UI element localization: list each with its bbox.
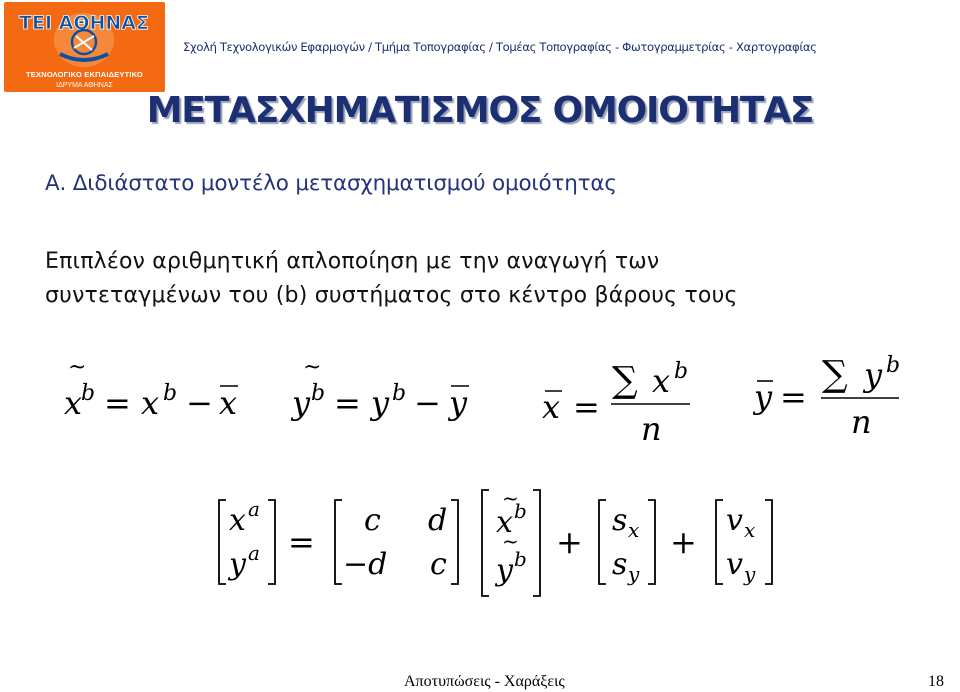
matrix-equation [219, 486, 772, 596]
trans-sub-x: x [744, 518, 756, 542]
logo-tei-text: TEI ΑΘΗΝΑΣ [19, 12, 149, 34]
equation-x-mean [542, 359, 690, 448]
left-bracket [482, 490, 489, 596]
lhs-x: x [229, 503, 246, 538]
eq3-equals: = [573, 388, 600, 426]
trans-v2: v [726, 547, 743, 582]
right-bracket [268, 500, 275, 584]
eq3-num-sup: b [674, 359, 689, 384]
eq4-num-sup: b [886, 353, 901, 378]
tilde-mark: ~ [502, 529, 519, 553]
plus-sign: + [670, 523, 697, 561]
eq4-denominator: n [851, 403, 872, 441]
eq1-minus: − [186, 384, 213, 422]
rot-c1: c [364, 503, 381, 538]
rot-d1: d [428, 503, 448, 538]
coord-y: y [496, 553, 513, 588]
right-bracket [648, 500, 655, 584]
eq4-lhs-var: y [754, 378, 773, 416]
coord-x-sup: b [514, 499, 527, 523]
eq2-lhs-sup: b [311, 381, 326, 406]
eq2-lhs-var: y [292, 384, 311, 422]
slide-subtitle: Α. Διδιάστατο μοντέλο μετασχηματισμού ομοιότητας [45, 171, 617, 196]
tilde-mark: ~ [303, 355, 322, 380]
equation-y-mean [752, 353, 900, 441]
eq1-rhs-sup: b [163, 381, 178, 406]
footer-label: Αποτυπώσεις - Χαράξεις [404, 673, 565, 690]
trans-v1: v [726, 503, 743, 538]
left-bracket [335, 500, 342, 584]
body-line-1: Επιπλέον αριθμητική απλοποίηση με την αναγωγή των [45, 249, 660, 274]
eq2-rhs-sup: b [392, 381, 407, 406]
body-line-2: συντεταγμένων του (b) συστήματος στο κέντρο βάρους τους [45, 283, 738, 308]
matrix-equals: = [288, 523, 315, 561]
eq2-equals: = [334, 384, 361, 422]
scale-sub-x: x [628, 518, 640, 542]
eq1-rhs-var: x [141, 384, 160, 422]
coord-y-sup: b [514, 547, 527, 571]
eq3-lhs-var: x [542, 388, 561, 426]
tilde-mark: ~ [68, 355, 87, 380]
right-bracket [765, 500, 772, 584]
eq2-minus: − [414, 384, 441, 422]
eq4-equals: = [780, 378, 807, 416]
eq2-mean-var: y [449, 384, 468, 422]
equation-y-reduced [290, 355, 469, 422]
trans-sub-y: y [744, 562, 756, 586]
logo-line1: ΤΕΧΝΟΛΟΓΙΚΟ ΕΚΠΑΙΔΕΥΤΙΚΟ [26, 70, 143, 79]
lhs-x-sup: a [248, 497, 260, 521]
right-bracket [533, 490, 540, 596]
logo-line2: ΙΔΡΥΜΑ ΑΘΗΝΑΣ [56, 82, 113, 89]
left-bracket [219, 500, 226, 584]
tilde-mark: ~ [502, 486, 519, 510]
rot-c2: c [430, 547, 447, 582]
scale-s2: s [612, 547, 628, 582]
eq1-mean-var: x [219, 384, 238, 422]
header-breadcrumb: Σχολή Τεχνολογικών Εφαρμογών / Τμήμα Τοπογραφίας / Τομέας Τοπογραφίας - Φωτογραμμετρίας - Χαρτογραφίας [183, 40, 817, 54]
lhs-y-sup: a [248, 541, 260, 565]
coord-x: x [496, 505, 513, 540]
eq1-equals: = [104, 384, 131, 422]
rot-neg-d: −d [343, 547, 388, 582]
eq1-lhs-var: x [64, 384, 83, 422]
sum-sign: ∑ [822, 354, 848, 395]
plus-sign: + [556, 523, 583, 561]
right-bracket [451, 500, 458, 584]
slide-title: ΜΕΤΑΣΧΗΜΑΤΙΣΜΟΣ ΟΜΟΙΟΤΗΤΑΣ [146, 90, 814, 131]
eq1-lhs-sup: b [81, 381, 96, 406]
scale-s1: s [612, 503, 628, 538]
page-number: 18 [928, 673, 944, 690]
lhs-y: y [229, 547, 246, 582]
left-bracket [599, 500, 606, 584]
equation-x-reduced [64, 355, 238, 422]
eq2-rhs-var: y [371, 384, 390, 422]
eq3-num-var: x [652, 362, 671, 400]
left-bracket [716, 500, 723, 584]
eq4-num-var: y [864, 356, 883, 394]
eq3-denominator: n [641, 410, 662, 448]
scale-sub-y: y [628, 562, 640, 586]
sum-sign: ∑ [612, 360, 638, 401]
